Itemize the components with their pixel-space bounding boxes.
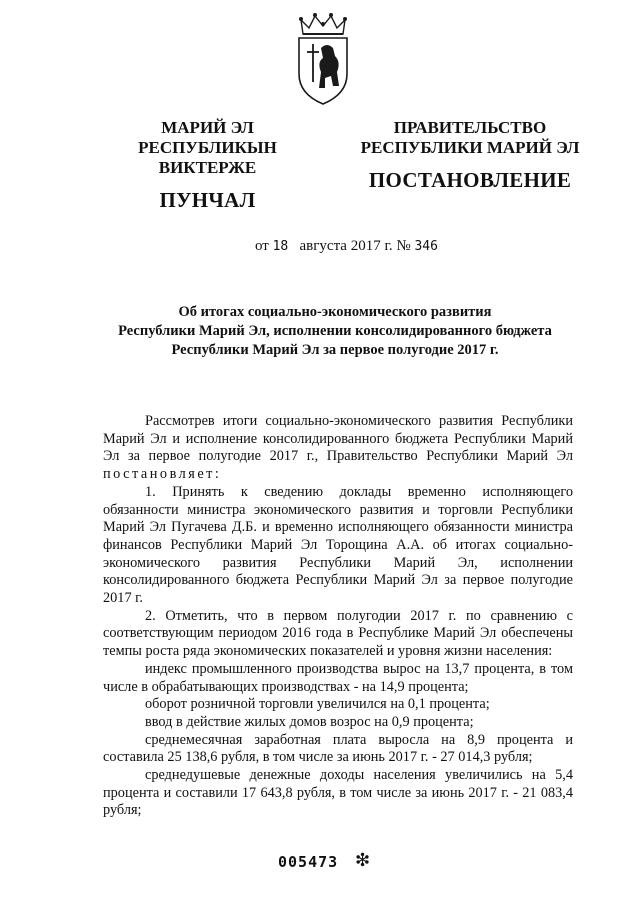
paragraph-1-text: Рассмотрев итоги социально-экономического развития Республики Марий Эл и исполнение консолидированного бюджета Республики Марий Эл за первое полугодие 2017 г., Правительство Республики Марий Эл <box>103 413 573 465</box>
header-right-title: ПОСТАНОВЛЕНИЕ <box>368 168 572 192</box>
paragraph-2: 1. Принять к сведению доклады временно исполняющего обязанности министра экономического развития и торговли Республики Марий Эл Пугачева Д.Б. и временно исполняющего обязанности министра финансов Республики Марий Эл Торощина А.А. об итогах социально-экономического развития Республики Марий Эл, исполнении консолидированного бюджета Республики Марий Эл за первое полугодие 2017 г. <box>103 483 573 607</box>
document-title <box>100 303 570 360</box>
paragraph-5: оборот розничной торговли увеличился на 0,1 процента; <box>145 696 490 713</box>
paragraph-7: среднемесячная заработная плата выросла на 8,9 процента и составила 25 138,6 рубля, в том числе за июнь 2017 г. - 27 014,3 рубля; <box>103 731 573 766</box>
paragraph-4: индекс промышленного производства вырос на 13,7 процента, в том числе в обрабатывающих производствах - на 14,9 процента; <box>103 660 573 695</box>
date-month-year: августа 2017 г. № <box>299 238 411 254</box>
date-day: 18 <box>272 239 289 254</box>
header-left-line2: ВИКТЕРЖЕ <box>158 158 257 177</box>
document-number: 346 <box>414 239 438 254</box>
date-line <box>255 238 438 255</box>
paragraph-3: 2. Отметить, что в первом полугодии 2017 г. по сравнению с соответствующим периодом 2016 года в Республике Марий Эл обеспечены темпы роста ряда экономических показателей и уровня жизни населения: <box>103 607 573 660</box>
coat-of-arms-icon <box>293 12 353 107</box>
header-right <box>355 118 585 190</box>
paragraph-1 <box>103 413 573 484</box>
header-left-title: ПУНЧАЛ <box>159 188 256 212</box>
title-line1: Об итогах социально-экономического развития <box>178 304 492 320</box>
paragraph-1-decree: постановляет: <box>103 466 222 483</box>
asterism-mark: ❇ <box>355 850 371 870</box>
title-line2: Республики Марий Эл, исполнении консолидированного бюджета <box>118 323 552 339</box>
paragraph-6: ввод в действие жилых домов возрос на 0,9 процента; <box>145 713 474 730</box>
serial-number: 005473 <box>278 853 339 871</box>
date-prefix: от <box>255 238 269 254</box>
document-body <box>103 413 573 820</box>
paragraph-8: среднедушевые денежные доходы населения увеличились на 5,4 процента и составили 17 643,8 рубля, в том числе за июнь 2017 г. - 21 083,4 рубля; <box>103 767 573 819</box>
header-left <box>95 118 320 210</box>
title-line3: Республики Марий Эл за первое полугодие 2017 г. <box>171 342 499 358</box>
header-left-line1: МАРИЙ ЭЛ РЕСПУБЛИКЫН <box>138 118 277 157</box>
header-right-line1: ПРАВИТЕЛЬСТВО <box>393 118 547 137</box>
header-right-line2: РЕСПУБЛИКИ МАРИЙ ЭЛ <box>360 138 580 157</box>
